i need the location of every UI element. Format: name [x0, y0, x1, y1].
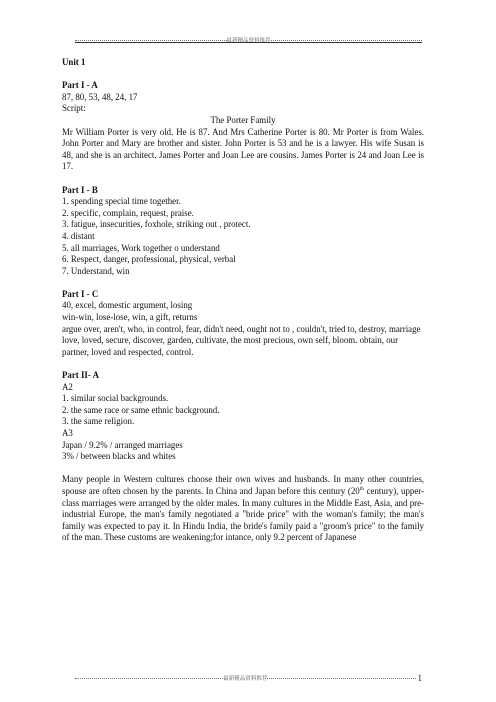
part1b-line: 7. Understand, win [62, 265, 130, 276]
header-dots-left [75, 40, 227, 41]
a2-line: 1. similar social backgrounds. [62, 393, 169, 404]
part1c-line: argue over, aren't, who, in control, fear, didn't need, ought not to , couldn't, tried to, destroy, marriage [62, 323, 421, 334]
part2a-heading: Part II- A [62, 370, 99, 381]
part1a-heading: Part I - A [62, 80, 98, 91]
part1a-answers: 87, 80, 53, 48, 24, 17 [62, 91, 138, 102]
script-body: Mr William Porter is very old. He is 87. And Mrs Catherine Porter is 80. Mr Porter is from Wales. John Porter and Mary are brother and sister. John Porter is 53 and he is a lawyer. His wife Susan is 48, and she is an architect. James Porter and Joan Lee are cousins. James Porter is 24 and Joan Lee is 17. [62, 126, 424, 172]
script-label: Script: [62, 103, 86, 114]
page-number: 1 [417, 673, 422, 683]
paragraph-part-b: century), upper-class marriages were arranged by the older males. In many cultures in the Middle East, Asia, and pre-industrial Europe, the man's family negotiated a "bride price" with the woman's family; the man's family was expected to pay it. In Hindu India, the bride's family paid a "groom's price" to the family of the man. These customs are weakening;for intance, only 9.2 percent of Japanese [62, 485, 424, 543]
header-dots-right [271, 40, 422, 41]
part1c-line: win-win, lose-lose, win, a gift, returns [62, 312, 198, 323]
part1b-line: 3. fatigue, insecurities, foxhole, striking out , protect. [62, 219, 251, 230]
part1b-line: 4. distant [62, 230, 95, 241]
document-body [62, 57, 424, 544]
part1b-heading: Part I - B [62, 184, 98, 195]
a3-label: A3 [62, 428, 73, 438]
a2-line: 2. the same race or same ethnic background. [62, 404, 220, 415]
a2-line: 3. the same religion. [62, 416, 135, 427]
paragraph-part-a: Many people in Western cultures choose their own wives and husbands. In many other countries, spouse are often chosen by the parents. In China and Japan before this century (20 [62, 474, 424, 496]
a3-line: Japan / 9.2% / arranged marriages [62, 439, 183, 450]
header-text: 最新精品资料推荐 [226, 38, 271, 44]
a2-label: A2 [62, 381, 73, 392]
unit-title: Unit 1 [62, 57, 86, 67]
footer-dots-left [75, 678, 223, 679]
part1b-line: 6. Respect, danger, professional, physical, verbal [62, 254, 236, 265]
part1c-heading: Part I - C [62, 288, 99, 299]
page-footer [75, 673, 422, 683]
footer-dots-right [267, 678, 415, 679]
a3-line: 3% / between blacks and whites [62, 451, 176, 462]
part1b-line: 2. specific, complain, request, praise. [62, 207, 194, 218]
superscript-th: th [359, 486, 364, 492]
part1b-line: 5. all marriages, Work together o understand [62, 242, 220, 253]
header-rule [75, 42, 422, 43]
marriage-paragraph [62, 474, 424, 544]
part1c-line: 40, excel, domestic argument, losing [62, 300, 193, 311]
footer-text: 最新精品资料推荐 [223, 676, 268, 682]
part1c-line: love, loved, secure, discover, garden, cultivate, the most precious, own self, bloom. obtain, our partner, loved and respected, control. [62, 335, 399, 357]
script-title: The Porter Family [210, 114, 276, 125]
part1b-line: 1. spending special time together. [62, 196, 181, 207]
